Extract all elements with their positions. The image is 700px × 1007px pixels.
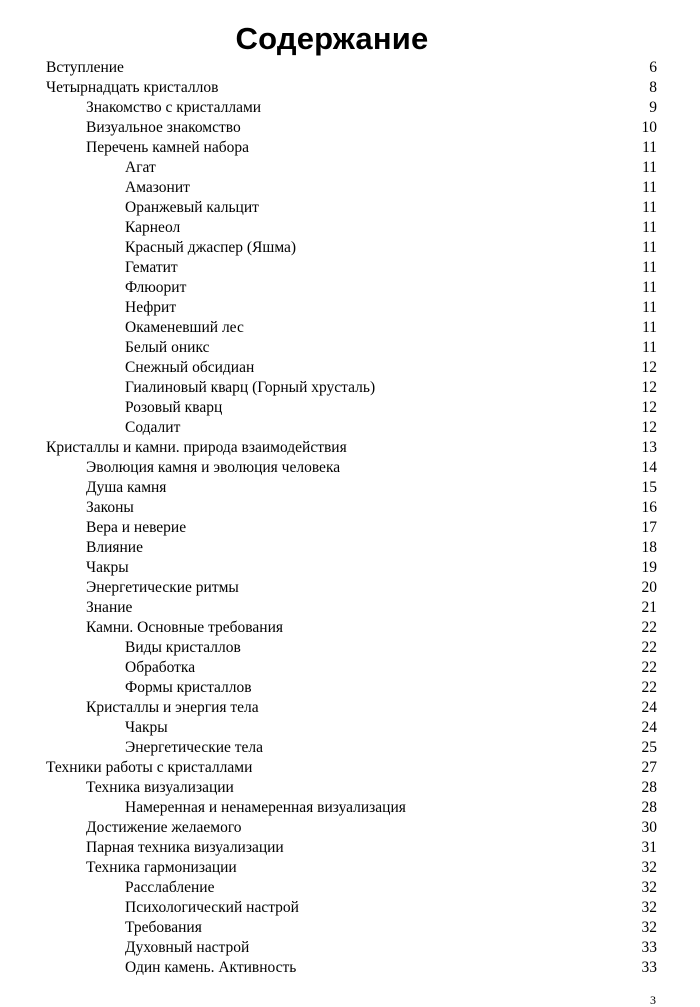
toc-entry-title: Законы <box>86 499 134 516</box>
toc-entry-page: 11 <box>642 279 657 296</box>
toc-entry-title: Снежный обсидиан <box>125 359 255 376</box>
toc-entry <box>0 238 700 258</box>
toc-entry-title: Влияние <box>86 539 143 556</box>
toc-entry-title: Оранжевый кальцит <box>125 199 259 216</box>
toc-entry-title: Чакры <box>125 719 168 736</box>
toc-entry-title: Достижение желаемого <box>86 819 242 836</box>
toc-entry-title: Нефрит <box>125 299 177 316</box>
toc-entry <box>0 218 700 238</box>
toc-entry <box>0 398 700 418</box>
toc-entry <box>0 718 700 738</box>
toc-entry <box>0 458 700 478</box>
toc-entry-page: 12 <box>641 359 657 376</box>
toc-entry <box>0 678 700 698</box>
toc-entry-title: Формы кристаллов <box>125 679 252 696</box>
toc-entry-title: Парная техника визуализации <box>86 839 284 856</box>
toc-entry-title: Флюорит <box>125 279 187 296</box>
toc-entry <box>0 598 700 618</box>
toc-entry <box>0 838 700 858</box>
toc-entry-page: 32 <box>641 859 657 876</box>
toc-entry-title: Виды кристаллов <box>125 639 241 656</box>
toc-entry <box>0 818 700 838</box>
toc-entry-title: Один камень. Активность <box>125 959 297 976</box>
toc-entry-title: Кристаллы и энергия тела <box>86 699 259 716</box>
toc-entry-title: Требования <box>125 919 202 936</box>
toc-entry-page: 11 <box>642 339 657 356</box>
toc-entry <box>0 118 700 138</box>
toc-entry <box>0 158 700 178</box>
toc-entry-page: 11 <box>642 159 657 176</box>
toc-entry <box>0 438 700 458</box>
toc-entry-page: 33 <box>641 939 657 956</box>
toc-entry-title: Визуальное знакомство <box>86 119 241 136</box>
toc-entry-title: Гематит <box>125 259 178 276</box>
toc-entry-title: Камни. Основные требования <box>86 619 284 636</box>
toc-entry <box>0 898 700 918</box>
toc-entry-title: Амазонит <box>125 179 190 196</box>
toc-entry <box>0 958 700 978</box>
toc-entry <box>0 738 700 758</box>
toc-entry-page: 11 <box>642 139 657 156</box>
toc-entry-page: 15 <box>641 479 657 496</box>
toc-entry-title: Четырнадцать кристаллов <box>46 79 219 96</box>
toc-entry-title: Техники работы с кристаллами <box>46 759 253 776</box>
toc-entry <box>0 98 700 118</box>
toc-entry-title: Красный джаспер (Яшма) <box>125 239 297 256</box>
toc-entry-page: 11 <box>642 179 657 196</box>
toc-entry <box>0 618 700 638</box>
toc-entry <box>0 698 700 718</box>
toc-entry-page: 14 <box>641 459 657 476</box>
toc-entry-page: 11 <box>642 299 657 316</box>
toc-entry <box>0 638 700 658</box>
toc-entry-page: 22 <box>641 639 657 656</box>
toc-entry-title: Духовный настрой <box>125 939 250 956</box>
toc-entry <box>0 858 700 878</box>
toc-entry-page: 18 <box>641 539 657 556</box>
toc-entry-title: Карнеол <box>125 219 181 236</box>
toc-entry <box>0 938 700 958</box>
toc-entry <box>0 918 700 938</box>
toc-entry <box>0 758 700 778</box>
toc-entry-page: 20 <box>641 579 657 596</box>
toc-entry <box>0 338 700 358</box>
toc-entry-page: 24 <box>641 699 657 716</box>
toc-entry-title: Чакры <box>86 559 129 576</box>
toc-entry-page: 11 <box>642 239 657 256</box>
toc-entry <box>0 258 700 278</box>
toc-entry-page: 27 <box>641 759 657 776</box>
toc-entry-title: Психологический настрой <box>125 899 299 916</box>
toc-entry-title: Знакомство с кристаллами <box>86 99 262 116</box>
toc-entry-title: Техника визуализации <box>86 779 234 796</box>
toc-entry-page: 32 <box>641 919 657 936</box>
toc-entry <box>0 798 700 818</box>
toc-entry <box>0 778 700 798</box>
page-title: Содержание <box>235 20 429 56</box>
toc-entry-title: Техника гармонизации <box>86 859 237 876</box>
toc-entry-page: 11 <box>642 319 657 336</box>
toc-entry <box>0 478 700 498</box>
toc-entry-page: 19 <box>641 559 657 576</box>
toc-entry <box>0 558 700 578</box>
toc-entry <box>0 358 700 378</box>
toc-entry <box>0 518 700 538</box>
toc-entry-page: 28 <box>641 779 657 796</box>
toc-entry-page: 11 <box>642 219 657 236</box>
toc-entry-title: Обработка <box>125 659 196 676</box>
toc-entry-title: Содалит <box>125 419 181 436</box>
toc-entry <box>0 198 700 218</box>
toc-entry <box>0 178 700 198</box>
toc-entry-page: 13 <box>641 439 657 456</box>
toc-entry-page: 12 <box>641 419 657 436</box>
toc-entry-page: 32 <box>641 879 657 896</box>
toc-entry <box>0 878 700 898</box>
toc-entry <box>0 318 700 338</box>
toc-entry-title: Агат <box>125 159 156 176</box>
toc-entry-page: 25 <box>641 739 657 756</box>
toc-entry-title: Окаменевший лес <box>125 319 244 336</box>
toc-entry-title: Перечень камней набора <box>86 139 249 156</box>
toc-entry-title: Расслабление <box>125 879 215 896</box>
toc-entry-title: Кристаллы и камни. природа взаимодействия <box>46 439 347 456</box>
toc-entry-title: Вера и неверие <box>86 519 187 536</box>
toc-entry <box>0 58 700 78</box>
table-of-contents <box>0 58 700 978</box>
toc-entry-page: 12 <box>641 399 657 416</box>
toc-entry-page: 30 <box>641 819 657 836</box>
toc-entry-page: 28 <box>641 799 657 816</box>
toc-entry <box>0 498 700 518</box>
toc-entry <box>0 418 700 438</box>
toc-entry-page: 33 <box>641 959 657 976</box>
toc-entry-title: Эволюция камня и эволюция человека <box>86 459 341 476</box>
toc-entry <box>0 278 700 298</box>
toc-entry-title: Розовый кварц <box>125 399 223 416</box>
toc-entry-page: 24 <box>641 719 657 736</box>
toc-entry-page: 10 <box>641 119 657 136</box>
toc-entry-page: 9 <box>649 99 657 116</box>
toc-entry <box>0 658 700 678</box>
toc-entry <box>0 298 700 318</box>
toc-entry-page: 17 <box>641 519 657 536</box>
toc-entry-page: 8 <box>649 79 657 96</box>
toc-entry-title: Знание <box>86 599 133 616</box>
toc-entry-page: 6 <box>649 59 657 76</box>
toc-entry-page: 22 <box>641 679 657 696</box>
toc-entry <box>0 78 700 98</box>
toc-entry <box>0 538 700 558</box>
toc-entry <box>0 378 700 398</box>
toc-entry-page: 12 <box>641 379 657 396</box>
toc-entry-page: 31 <box>641 839 657 856</box>
page-number: 3 <box>650 993 656 1007</box>
toc-entry-title: Вступление <box>46 59 124 76</box>
toc-entry-page: 22 <box>641 619 657 636</box>
toc-entry-title: Белый оникс <box>125 339 210 356</box>
toc-entry-title: Намеренная и ненамеренная визуализация <box>125 799 406 816</box>
toc-entry-title: Энергетические тела <box>125 739 264 756</box>
toc-entry-page: 11 <box>642 259 657 276</box>
toc-entry-title: Энергетические ритмы <box>86 579 239 596</box>
toc-entry <box>0 578 700 598</box>
toc-entry-page: 11 <box>642 199 657 216</box>
toc-entry <box>0 138 700 158</box>
toc-entry-page: 16 <box>641 499 657 516</box>
toc-entry-page: 22 <box>641 659 657 676</box>
toc-entry-page: 32 <box>641 899 657 916</box>
toc-entry-page: 21 <box>641 599 657 616</box>
toc-entry-title: Душа камня <box>86 479 167 496</box>
toc-entry-title: Гиалиновый кварц (Горный хрусталь) <box>125 379 376 396</box>
